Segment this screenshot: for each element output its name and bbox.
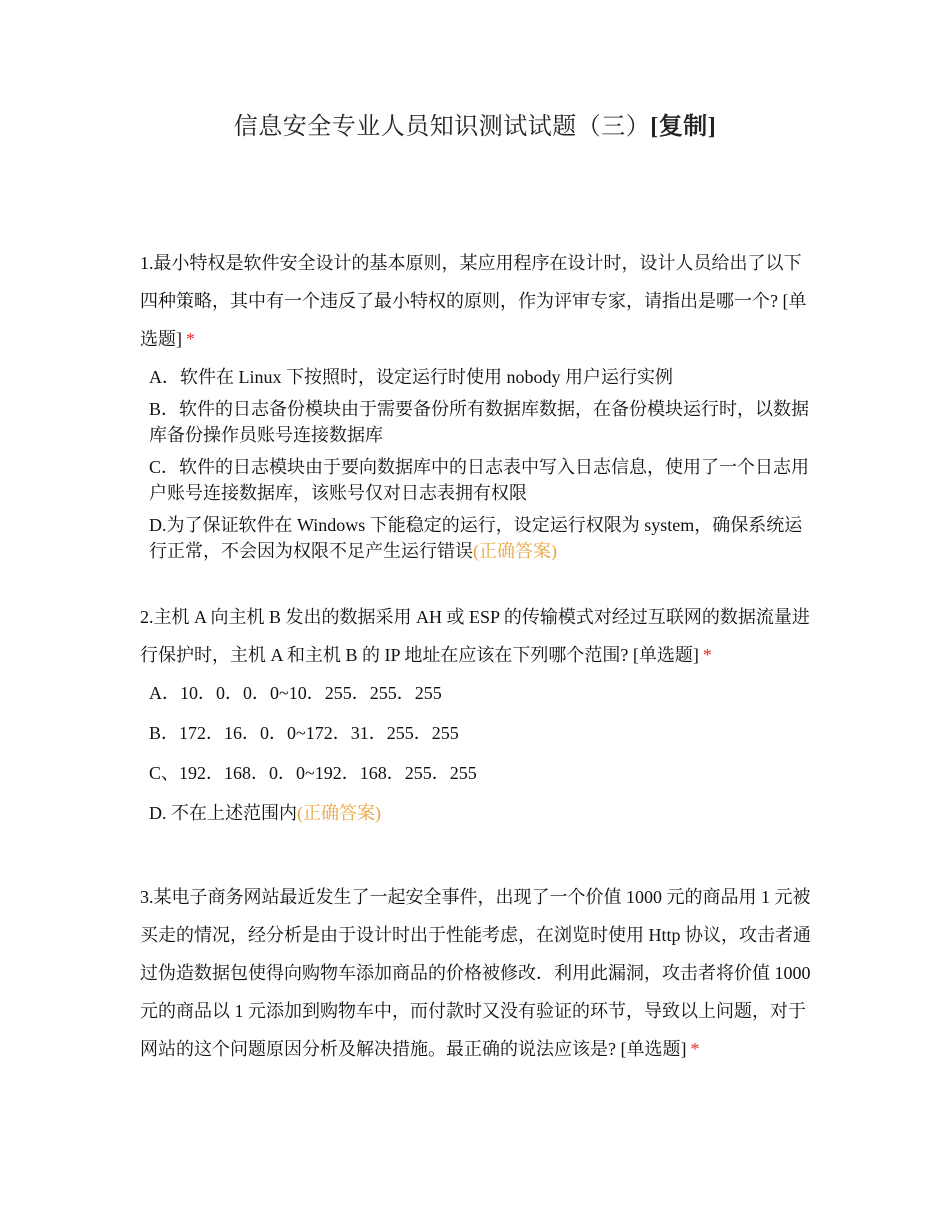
question-type: [单选题] bbox=[620, 1039, 687, 1059]
question-3 bbox=[140, 878, 815, 1068]
correct-answer-label: (正确答案) bbox=[473, 541, 557, 561]
question-type: [单选题] bbox=[632, 645, 699, 665]
option-text: D.为了保证软件在 Windows 下能稳定的运行，设定运行权限为 system，确保系统运行正常，不会因为权限不足产生运行错误 bbox=[149, 515, 803, 561]
option-text: C．软件的日志模块由于要向数据库中的日志表中写入日志信息，使用了一个日志用户账号连接数据库，该账号仅对日志表拥有权限 bbox=[149, 457, 810, 503]
title-text: 信息安全专业人员知识测试试题（三） bbox=[233, 114, 651, 140]
option-text: B．172．16．0．0~172．31．255．255 bbox=[149, 723, 459, 743]
required-mark: * bbox=[702, 645, 712, 665]
option-list bbox=[149, 364, 815, 564]
option-c[interactable] bbox=[149, 760, 815, 786]
option-text: A．软件在 Linux 下按照时，设定运行时使用 nobody 用户运行实例 bbox=[149, 367, 673, 387]
question-text: 1.最小特权是软件安全设计的基本原则，某应用程序在设计时，设计人员给出了以下四种策略，其中有一个违反了最小特权的原则，作为评审专家，请指出是哪一个? bbox=[140, 253, 802, 311]
option-b[interactable] bbox=[149, 396, 815, 448]
option-a[interactable] bbox=[149, 680, 815, 706]
option-text: D. 不在上述范围内 bbox=[149, 803, 297, 823]
option-text: A．10．0．0．0~10．255．255．255 bbox=[149, 683, 442, 703]
correct-answer-label: (正确答案) bbox=[297, 803, 381, 823]
question-2 bbox=[140, 598, 815, 840]
option-a[interactable] bbox=[149, 364, 815, 390]
question-type: [单选题] bbox=[140, 291, 807, 349]
copy-tag: [复制] bbox=[650, 114, 717, 140]
option-b[interactable] bbox=[149, 720, 815, 746]
option-d[interactable] bbox=[149, 800, 815, 826]
question-stem bbox=[140, 598, 815, 674]
question-stem bbox=[140, 244, 815, 358]
option-text: B．软件的日志备份模块由于需要备份所有数据库数据，在备份模块运行时，以数据库备份操作员账号连接数据库 bbox=[149, 399, 810, 445]
option-text: C、192．168．0．0~192．168．255．255 bbox=[149, 763, 477, 783]
option-d[interactable] bbox=[149, 512, 815, 564]
required-mark: * bbox=[186, 329, 195, 349]
question-stem bbox=[140, 878, 815, 1068]
option-list bbox=[149, 680, 815, 826]
required-mark: * bbox=[690, 1039, 700, 1059]
page-title bbox=[0, 110, 950, 144]
question-1 bbox=[140, 244, 815, 570]
question-text: 2.主机 A 向主机 B 发出的数据采用 AH 或 ESP 的传输模式对经过互联网的数据流量进行保护时，主机 A 和主机 B 的 IP 地址在应该在下列哪个范围? bbox=[140, 607, 810, 665]
question-text: 3.某电子商务网站最近发生了一起安全事件，出现了一个价值 1000 元的商品用 1 元被买走的情况，经分析是由于设计时出于性能考虑，在浏览时使用 Http 协议，攻击者通过伪造数据包使得向购物车添加商品的价格被修改．利用此漏洞，攻击者将价值 1000 元的商品以 1 元添加到购物车中，而付款时又没有验证的环节，导致以上问题，对于网站的这个问题原因分析及解决措施。最正确的说法应该是? bbox=[140, 887, 811, 1059]
option-c[interactable] bbox=[149, 454, 815, 506]
